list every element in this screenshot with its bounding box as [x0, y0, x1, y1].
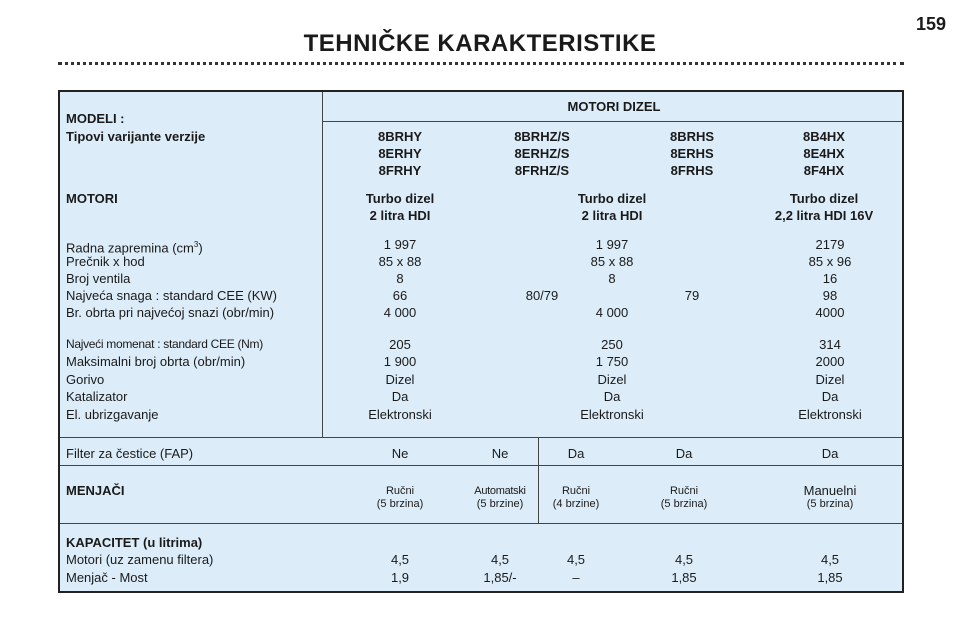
variants-label: Tipovi varijante verzije	[66, 129, 206, 144]
row-value: 1 997	[595, 237, 629, 252]
gearbox-type: Automatski	[474, 485, 526, 497]
capacity-value: 1,85	[671, 570, 697, 585]
gearbox-type: Manuelni	[803, 483, 857, 498]
row-value: 98	[822, 288, 838, 303]
grid-line	[322, 92, 323, 437]
row-label: Najveći momenat : standard CEE (Nm)	[66, 337, 263, 351]
row-value: 250	[601, 337, 623, 352]
row-label: Gorivo	[66, 372, 105, 387]
capacity-value: 4,5	[390, 552, 410, 567]
row-label: Najveća snaga : standard CEE (KW)	[66, 288, 277, 303]
row-value: 1 900	[383, 354, 417, 369]
variant-header: 8BRHY 8ERHY 8FRHY	[377, 129, 423, 178]
row-value: 79	[684, 288, 700, 303]
capacity-label: KAPACITET (u litrima)	[66, 535, 203, 550]
specifications-table	[58, 90, 904, 593]
row-value: Dizel	[597, 372, 627, 387]
capacity-value: 4,5	[566, 552, 586, 567]
fap-value: Da	[821, 446, 839, 461]
grid-line	[322, 121, 902, 122]
row-label: Radna zapremina $(cm^3)$	[66, 240, 203, 256]
fap-value: Da	[675, 446, 693, 461]
capacity-value: 4,5	[820, 552, 840, 567]
gearbox-type: Ručni	[669, 485, 699, 497]
row-value: 4 000	[383, 305, 417, 320]
row-value: 1 997	[383, 237, 417, 252]
grid-line	[60, 523, 902, 524]
row-label: Br. obrta pri najvećoj snazi (obr/min)	[66, 305, 275, 320]
capacity-value: 1,9	[390, 570, 410, 585]
row-value: Dizel	[815, 372, 845, 387]
group-label: MOTORI DIZEL	[567, 99, 661, 114]
capacity-value: 4,5	[674, 552, 694, 567]
row-value: 16	[822, 271, 838, 286]
capacity-row-label: Menjač - Most	[66, 570, 148, 585]
capacity-value: 1,85	[817, 570, 843, 585]
gearbox-speeds: (4 brzine)	[552, 498, 600, 510]
row-value: Elektronski	[580, 407, 644, 422]
gearbox-type: Ručni	[385, 485, 415, 497]
row-value: 8	[608, 271, 616, 286]
row-value: 85 x 96	[808, 254, 852, 269]
row-value: 2000	[815, 354, 845, 369]
variant-header: 8B4HX 8E4HX 8F4HX	[803, 129, 845, 178]
row-label: Broj ventila	[66, 271, 131, 286]
row-label: Prečnik x hod	[66, 254, 145, 269]
row-value: Da	[821, 389, 839, 404]
row-label: Maksimalni broj obrta (obr/min)	[66, 354, 246, 369]
fap-value: Da	[567, 446, 585, 461]
page-title: TEHNIČKE KARAKTERISTIKE	[303, 30, 657, 57]
gearbox-speeds: (5 brzine)	[476, 498, 524, 510]
row-value: 66	[392, 288, 408, 303]
grid-line	[60, 437, 902, 438]
capacity-value: –	[572, 570, 580, 585]
row-value: Da	[391, 389, 409, 404]
engine-type: Turbo dizel 2 litra HDI	[577, 191, 647, 223]
gearbox-type: Ručni	[561, 485, 591, 497]
row-value: 80/79	[525, 288, 559, 303]
capacity-value: 4,5	[490, 552, 510, 567]
row-value: 1 750	[595, 354, 629, 369]
variant-header: 8BRHZ/S 8ERHZ/S 8FRHZ/S	[514, 129, 570, 178]
gearbox-speeds: (5 brzina)	[376, 498, 424, 510]
fap-label: Filter za čestice (FAP)	[66, 446, 194, 461]
row-value: 2179	[815, 237, 845, 252]
row-value: 314	[819, 337, 841, 352]
fap-value: Ne	[491, 446, 509, 461]
row-label: El. ubrizgavanje	[66, 407, 159, 422]
gearbox-speeds: (5 brzina)	[660, 498, 708, 510]
gearbox-speeds: (5 brzina)	[806, 498, 854, 510]
engine-type: Turbo dizel 2,2 litra HDI 16V	[774, 191, 874, 223]
page-number: 159	[915, 14, 946, 34]
fap-value: Ne	[391, 446, 409, 461]
row-value: 85 x 88	[378, 254, 422, 269]
grid-line	[538, 437, 539, 523]
capacity-row-label: Motori (uz zamenu filtera)	[66, 552, 214, 567]
grid-line	[60, 465, 902, 466]
title-dotted-rule	[58, 62, 904, 65]
row-value: Dizel	[385, 372, 415, 387]
row-label: Katalizator	[66, 389, 128, 404]
row-value: 205	[389, 337, 411, 352]
row-value: 4000	[815, 305, 845, 320]
capacity-value: 1,85/-	[483, 570, 517, 585]
row-value: 4 000	[595, 305, 629, 320]
row-value: 8	[396, 271, 404, 286]
row-value: Elektronski	[368, 407, 432, 422]
row-value: Da	[603, 389, 621, 404]
engine-label: MOTORI	[66, 191, 118, 206]
variant-header: 8BRHS 8ERHS 8FRHS	[669, 129, 715, 178]
models-label: MODELI :	[66, 111, 125, 126]
gearbox-label: MENJAČI	[66, 483, 125, 498]
row-value: 85 x 88	[590, 254, 634, 269]
row-value: Elektronski	[798, 407, 862, 422]
engine-type: Turbo dizel 2 litra HDI	[365, 191, 435, 223]
